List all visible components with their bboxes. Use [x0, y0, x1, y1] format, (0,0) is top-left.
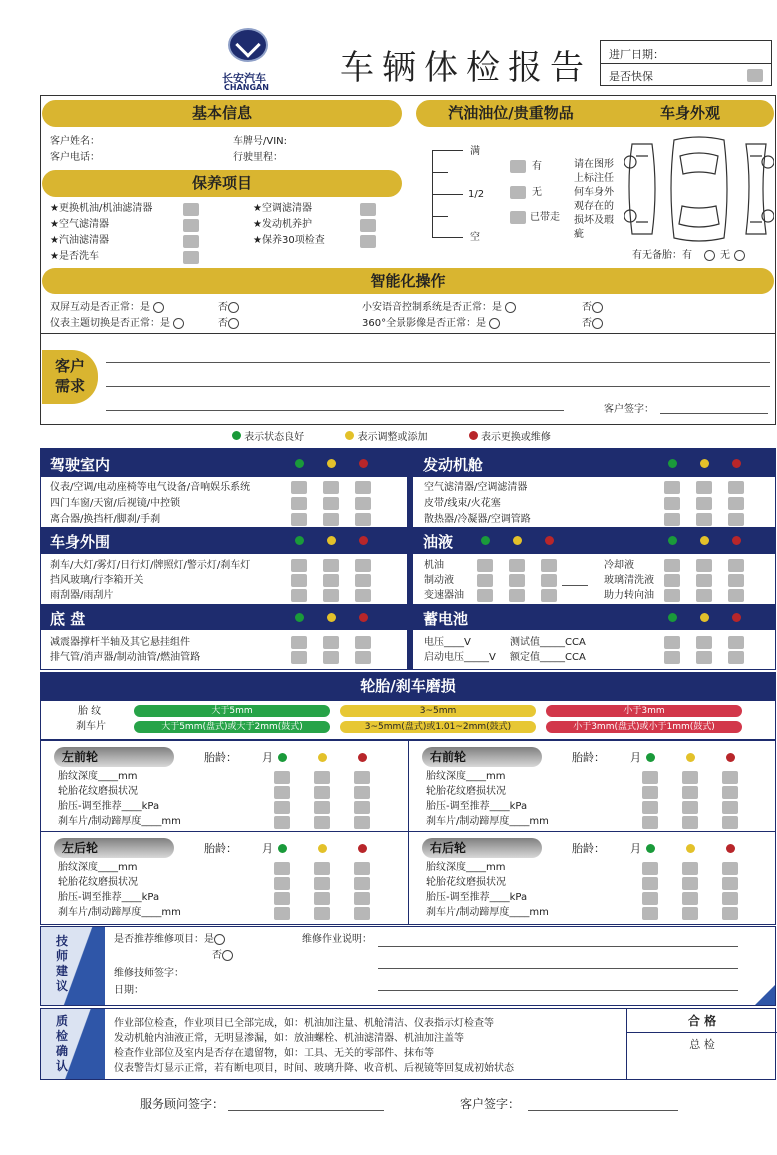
status-checkbox[interactable]	[642, 877, 658, 890]
tire-item: 胎压-调至推荐____kPa	[426, 801, 528, 812]
smart-row2-left: 仪表主题切换是否正常：是	[50, 316, 184, 331]
status-checkbox[interactable]	[354, 816, 370, 829]
demand-divider	[40, 333, 776, 334]
tech-desc-label: 维修作业说明：	[302, 934, 372, 945]
customer-name-label: 客户姓名：	[50, 136, 100, 147]
fluid-item: 玻璃清洗液	[604, 575, 654, 586]
status-dot	[318, 753, 327, 762]
legend-good: 表示状态良好	[244, 432, 305, 443]
status-checkbox[interactable]	[274, 786, 290, 799]
maint-item: ★空气滤清器	[50, 219, 109, 230]
status-checkbox[interactable]	[728, 559, 744, 572]
demand-badge: 客户 需求	[42, 350, 98, 404]
status-checkbox[interactable]	[291, 589, 307, 602]
wheel-title: 左后轮	[54, 838, 174, 858]
status-dot	[278, 844, 287, 853]
advisor-signature-label: 服务顾问签字：	[140, 1097, 225, 1111]
advisor-signature-line[interactable]	[228, 1110, 384, 1111]
tire-red-bar-1: 小于3mm	[546, 705, 742, 717]
mileage-label: 行驶里程：	[233, 152, 283, 163]
qc-line: 发动机舱内油液正常，无明显渗漏，如：放油螺栓、机油滤清器、机油加注盖等	[114, 1033, 464, 1044]
exterior-item: 雨刮器/雨刮片	[50, 590, 114, 601]
tire-item: 胎纹深度____mm	[426, 862, 506, 873]
tech-desc-line[interactable]	[378, 990, 738, 991]
status-checkbox[interactable]	[274, 877, 290, 890]
status-checkbox[interactable]	[354, 771, 370, 784]
spare-no-radio[interactable]	[734, 250, 745, 261]
status-checkbox[interactable]	[355, 651, 371, 664]
valuables-yes-label: 有	[532, 161, 542, 172]
status-checkbox[interactable]	[728, 513, 744, 526]
status-checkbox[interactable]	[314, 816, 330, 829]
status-checkbox[interactable]	[696, 589, 712, 602]
status-checkbox[interactable]	[354, 892, 370, 905]
tire-item: 轮胎花纹磨损状况	[58, 877, 138, 888]
exterior-item: 挡风玻璃/行李箱开关	[50, 575, 144, 586]
grid-divider	[407, 448, 413, 670]
maint-checkbox[interactable]	[183, 219, 199, 232]
tire-age-label: 胎龄：	[204, 751, 237, 764]
status-checkbox[interactable]	[354, 786, 370, 799]
chassis-item: 排气管/消声器/制动油管/燃油管路	[50, 652, 201, 663]
valuables-taken-label: 已带走	[530, 212, 560, 223]
status-dot	[358, 753, 367, 762]
status-dot	[726, 844, 735, 853]
status-checkbox[interactable]	[722, 862, 738, 875]
status-checkbox[interactable]	[274, 862, 290, 875]
fuel-full-label: 满	[470, 146, 480, 157]
status-checkbox[interactable]	[314, 801, 330, 814]
smart-bar: 智能化操作	[42, 268, 774, 294]
tire-month-label: 月	[262, 842, 273, 855]
tech-desc-line[interactable]	[378, 946, 738, 947]
fuel-bar: 汽油油位/贵重物品	[416, 100, 606, 127]
status-checkbox[interactable]	[722, 907, 738, 920]
qc-pass-box	[626, 1008, 776, 1080]
smart-row1-left-no: 否	[218, 300, 239, 315]
status-checkbox[interactable]	[682, 877, 698, 890]
tech-desc-line[interactable]	[378, 968, 738, 969]
status-checkbox[interactable]	[722, 801, 738, 814]
status-checkbox[interactable]	[642, 786, 658, 799]
maintenance-bar: 保养项目	[42, 170, 402, 197]
maint-item: ★保养30项检查	[253, 235, 325, 246]
status-checkbox[interactable]	[642, 907, 658, 920]
maint-item: ★空调滤清器	[253, 203, 312, 214]
chassis-header: 底 盘	[40, 604, 407, 630]
status-checkbox[interactable]	[664, 589, 680, 602]
fluid-item: 制动液	[424, 575, 454, 586]
qc-line: 仪表警告灯显示正常，若有断电项目，时间、玻璃升降、收音机、后视镜等回复成初始状态	[114, 1063, 514, 1074]
basic-info-bar: 基本信息	[42, 100, 402, 127]
tire-yellow-bar-1: 3~5mm	[340, 705, 536, 717]
tire-item: 刹车片/制动蹄厚度____mm	[426, 907, 549, 918]
status-checkbox[interactable]	[291, 481, 307, 494]
status-checkbox[interactable]	[728, 574, 744, 587]
status-checkbox[interactable]	[323, 589, 339, 602]
tire-red-bar-2: 小于3mm(盘式)或小于1mm(鼓式)	[546, 721, 742, 733]
status-checkbox[interactable]	[728, 651, 744, 664]
status-checkbox[interactable]	[642, 862, 658, 875]
status-checkbox[interactable]	[314, 771, 330, 784]
status-checkbox[interactable]	[291, 636, 307, 649]
cabin-item: 离合器/换挡杆/脚刹/手刹	[50, 514, 161, 525]
smart-row2-right: 360°全景影像是否正常：是	[362, 316, 500, 331]
cabin-item: 四门车窗/天窗/后视镜/中控锁	[50, 498, 181, 509]
status-checkbox[interactable]	[682, 801, 698, 814]
status-checkbox[interactable]	[274, 801, 290, 814]
status-checkbox[interactable]	[728, 497, 744, 510]
recommend-yes-radio[interactable]	[214, 934, 225, 945]
tech-corner-triangle	[755, 985, 775, 1005]
tire-month-label: 月	[630, 751, 641, 764]
tire-item: 胎压-调至推荐____kPa	[58, 801, 160, 812]
status-dot	[726, 753, 735, 762]
status-checkbox[interactable]	[323, 651, 339, 664]
status-checkbox[interactable]	[323, 497, 339, 510]
legend-replace: 表示更换或维修	[480, 432, 551, 443]
status-checkbox[interactable]	[291, 559, 307, 572]
status-checkbox[interactable]	[354, 801, 370, 814]
battery-start-voltage: 启动电压_____V	[424, 652, 496, 663]
legend	[232, 430, 652, 445]
smart-row2-right-no: 否	[582, 316, 603, 331]
status-checkbox[interactable]	[664, 497, 680, 510]
status-checkbox[interactable]	[323, 481, 339, 494]
qc-line: 作业部位检查，作业项目已全部完成，如：机油加注量、机舱清洁、仪表指示灯检查等	[114, 1018, 494, 1029]
spare-no-label: 无	[720, 250, 730, 261]
recommend-no-radio[interactable]	[222, 950, 233, 961]
status-checkbox[interactable]	[355, 559, 371, 572]
brand-logo	[228, 28, 268, 62]
status-dot	[358, 844, 367, 853]
status-checkbox[interactable]	[722, 816, 738, 829]
status-checkbox[interactable]	[477, 559, 493, 572]
maint-checkbox[interactable]	[183, 251, 199, 264]
status-checkbox[interactable]	[291, 497, 307, 510]
fluid-blank[interactable]	[562, 585, 588, 586]
status-checkbox[interactable]	[477, 589, 493, 602]
chassis-item: 减震器撑杆半轴及其它悬挂组件	[50, 637, 190, 648]
legend-adjust: 表示调整或添加	[357, 432, 428, 443]
tire-item: 刹车片/制动蹄厚度____mm	[426, 816, 549, 827]
status-checkbox[interactable]	[314, 877, 330, 890]
maint-item: ★是否洗车	[50, 251, 99, 262]
wheel-title: 左前轮	[54, 747, 174, 767]
smart-row1-left: 双屏互动是否正常：是	[50, 300, 164, 315]
status-checkbox[interactable]	[696, 559, 712, 572]
status-dot	[278, 753, 287, 762]
status-checkbox[interactable]	[696, 574, 712, 587]
status-checkbox[interactable]	[664, 651, 680, 664]
status-checkbox[interactable]	[314, 786, 330, 799]
status-dot	[318, 844, 327, 853]
tire-item: 胎压-调至推荐____kPa	[58, 892, 160, 903]
status-checkbox[interactable]	[323, 574, 339, 587]
status-checkbox[interactable]	[354, 907, 370, 920]
page-title: 车辆体检报告	[340, 48, 592, 88]
body-view-bar: 车身外观	[606, 100, 774, 127]
maint-item: ★更换机油/机油滤清器	[50, 203, 153, 214]
cabin-header: 驾驶室内	[40, 449, 407, 477]
battery-header: 蓄电池	[413, 604, 775, 630]
maint-checkbox[interactable]	[183, 203, 199, 216]
status-checkbox[interactable]	[355, 636, 371, 649]
tire-item: 刹车片/制动蹄厚度____mm	[58, 816, 181, 827]
status-checkbox[interactable]	[722, 771, 738, 784]
status-checkbox[interactable]	[274, 771, 290, 784]
status-checkbox[interactable]	[664, 636, 680, 649]
status-checkbox[interactable]	[722, 877, 738, 890]
tech-date-label: 日期：	[114, 985, 144, 996]
status-checkbox[interactable]	[642, 801, 658, 814]
status-checkbox[interactable]	[291, 574, 307, 587]
status-checkbox[interactable]	[323, 513, 339, 526]
customer-phone-label: 客户电话：	[50, 152, 100, 163]
express-checkbox[interactable]	[747, 69, 763, 82]
status-checkbox[interactable]	[664, 481, 680, 494]
tire-month-label: 月	[262, 751, 273, 764]
entry-date-label: 进厂日期：	[609, 48, 664, 61]
tire-month-label: 月	[630, 842, 641, 855]
radio-no[interactable]	[228, 318, 239, 329]
exterior-item: 刹车/大灯/雾灯/日行灯/牌照灯/警示灯/刹车灯	[50, 560, 251, 571]
radio-no[interactable]	[592, 318, 603, 329]
status-checkbox[interactable]	[696, 636, 712, 649]
qc-final-label: 总 检	[689, 1038, 715, 1051]
spare-yes-radio[interactable]	[704, 250, 715, 261]
tech-sign-label: 维修技师签字：	[114, 968, 184, 979]
status-checkbox[interactable]	[477, 574, 493, 587]
maint-item: ★汽油滤清器	[50, 235, 109, 246]
fluid-item: 变速器油	[424, 590, 464, 601]
maint-checkbox[interactable]	[360, 219, 376, 232]
status-checkbox[interactable]	[509, 589, 525, 602]
status-checkbox[interactable]	[682, 907, 698, 920]
valuables-taken-checkbox[interactable]	[510, 211, 526, 224]
status-checkbox[interactable]	[355, 481, 371, 494]
tire-item: 胎纹深度____mm	[58, 771, 138, 782]
tire-item: 刹车片/制动蹄厚度____mm	[58, 907, 181, 918]
fuel-empty-label: 空	[470, 232, 480, 243]
status-checkbox[interactable]	[509, 559, 525, 572]
fluids-header: 油液	[413, 527, 775, 554]
valuables-yes-checkbox[interactable]	[510, 160, 526, 173]
customer-signature-label: 客户签字：	[460, 1097, 521, 1111]
valuables-no-label: 无	[532, 187, 542, 198]
status-checkbox[interactable]	[728, 636, 744, 649]
status-checkbox[interactable]	[354, 862, 370, 875]
status-checkbox[interactable]	[682, 816, 698, 829]
status-checkbox[interactable]	[541, 589, 557, 602]
wheels-hdivider	[40, 831, 776, 832]
status-checkbox[interactable]	[722, 892, 738, 905]
status-checkbox[interactable]	[696, 497, 712, 510]
qc-line: 检查作业部位及室内是否存在遗留物，如：工具、无关的零部件、抹布等	[114, 1048, 434, 1059]
status-checkbox[interactable]	[722, 786, 738, 799]
express-label: 是否快保	[609, 70, 653, 83]
status-checkbox[interactable]	[355, 574, 371, 587]
customer-signature-line[interactable]	[528, 1110, 678, 1111]
brand-name-cn: 长安汽车	[222, 72, 266, 85]
status-checkbox[interactable]	[291, 651, 307, 664]
battery-rated-value: 额定值_____CCA	[510, 652, 586, 663]
qc-sidebar-label: 质检确认	[56, 1014, 69, 1073]
smart-row1-right: 小安语音控制系统是否正常：是	[362, 300, 516, 315]
radio-no[interactable]	[592, 302, 603, 313]
tire-header: 轮胎/刹车磨损	[40, 672, 776, 700]
status-checkbox[interactable]	[696, 481, 712, 494]
status-checkbox[interactable]	[274, 892, 290, 905]
demand-signature-label: 客户签字：	[604, 404, 654, 415]
tire-age-label: 胎龄：	[572, 842, 605, 855]
battery-voltage: 电压____V	[424, 637, 471, 648]
tech-recommend: 是否推荐维修项目：是	[114, 932, 225, 947]
brand-name-en: CHANGAN	[224, 83, 269, 92]
cabin-item: 仪表/空调/电动座椅等电气设备/音响娱乐系统	[50, 482, 251, 493]
engine-item: 空气滤清器/空调滤清器	[424, 482, 528, 493]
status-checkbox[interactable]	[682, 862, 698, 875]
status-checkbox[interactable]	[682, 892, 698, 905]
tech-sidebar	[41, 927, 105, 1005]
spare-tire-label: 有无备胎：有	[632, 250, 692, 261]
fluid-item: 冷却液	[604, 560, 634, 571]
tech-sidebar-label: 技师建议	[56, 934, 69, 993]
demand-line[interactable]	[106, 362, 770, 363]
tire-item: 胎纹深度____mm	[426, 771, 506, 782]
status-checkbox[interactable]	[728, 481, 744, 494]
status-checkbox[interactable]	[664, 559, 680, 572]
wheel-title: 右后轮	[422, 838, 542, 858]
tire-yellow-bar-2: 3~5mm(盘式)或1.01~2mm(鼓式)	[340, 721, 536, 733]
status-checkbox[interactable]	[354, 877, 370, 890]
fuel-half-label: 1/2	[468, 189, 485, 200]
engine-header: 发动机舱	[413, 449, 775, 477]
radio-no[interactable]	[228, 302, 239, 313]
car-diagram[interactable]	[624, 134, 774, 244]
tire-age-label: 胎龄：	[572, 751, 605, 764]
status-checkbox[interactable]	[355, 589, 371, 602]
status-checkbox[interactable]	[314, 862, 330, 875]
status-checkbox[interactable]	[728, 589, 744, 602]
status-checkbox[interactable]	[314, 892, 330, 905]
plate-label: 车牌号/VIN:	[233, 136, 288, 147]
tire-item: 轮胎花纹磨损状况	[58, 786, 138, 797]
maint-checkbox[interactable]	[360, 203, 376, 216]
status-checkbox[interactable]	[291, 513, 307, 526]
fuel-gauge	[432, 150, 462, 238]
status-dot	[646, 844, 655, 853]
status-checkbox[interactable]	[509, 574, 525, 587]
maint-item: ★发动机养护	[253, 219, 312, 230]
status-checkbox[interactable]	[642, 892, 658, 905]
tire-item: 轮胎花纹磨损状况	[426, 877, 506, 888]
status-checkbox[interactable]	[682, 786, 698, 799]
demand-line[interactable]	[106, 410, 564, 411]
engine-item: 散热器/冷凝器/空调管路	[424, 514, 531, 525]
wheels-vdivider	[408, 740, 409, 925]
battery-test-value: 测试值_____CCA	[510, 637, 586, 648]
status-checkbox[interactable]	[274, 907, 290, 920]
fluid-item: 助力转向油	[604, 590, 654, 601]
status-dot	[686, 844, 695, 853]
status-checkbox[interactable]	[664, 574, 680, 587]
status-checkbox[interactable]	[696, 651, 712, 664]
status-dot	[646, 753, 655, 762]
status-checkbox[interactable]	[642, 771, 658, 784]
engine-item: 皮带/线束/火花塞	[424, 498, 501, 509]
maint-checkbox[interactable]	[360, 235, 376, 248]
tire-row-label: 胎 纹	[78, 706, 102, 717]
tire-item: 胎纹深度____mm	[58, 862, 138, 873]
maint-checkbox[interactable]	[183, 235, 199, 248]
status-checkbox[interactable]	[541, 559, 557, 572]
tire-age-label: 胎龄：	[204, 842, 237, 855]
fluid-item: 机油	[424, 560, 444, 571]
exterior-header: 车身外围	[40, 527, 407, 554]
status-checkbox[interactable]	[682, 771, 698, 784]
smart-row1-right-no: 否	[582, 300, 603, 315]
status-checkbox[interactable]	[642, 816, 658, 829]
qc-sidebar	[41, 1009, 105, 1079]
tech-recommend-no: 否	[212, 948, 233, 963]
status-dot	[686, 753, 695, 762]
tire-green-bar-1: 大于5mm	[134, 705, 330, 717]
demand-line[interactable]	[106, 386, 770, 387]
tire-row-label: 刹车片	[76, 721, 106, 732]
qc-pass-label: 合 格	[687, 1014, 717, 1028]
tire-item: 胎压-调至推荐____kPa	[426, 892, 528, 903]
tire-green-bar-2: 大于5mm(盘式)或大于2mm(鼓式)	[134, 721, 330, 733]
status-checkbox[interactable]	[314, 907, 330, 920]
body-damage-note: 请在图形上标注任何车身外观存在的损坏及瑕疵	[574, 159, 614, 240]
status-checkbox[interactable]	[696, 513, 712, 526]
demand-signature-line[interactable]	[660, 413, 768, 414]
status-checkbox[interactable]	[323, 636, 339, 649]
wheel-title: 右前轮	[422, 747, 542, 767]
status-checkbox[interactable]	[355, 497, 371, 510]
tire-item: 轮胎花纹磨损状况	[426, 786, 506, 797]
status-checkbox[interactable]	[541, 574, 557, 587]
valuables-no-checkbox[interactable]	[510, 186, 526, 199]
status-checkbox[interactable]	[355, 513, 371, 526]
status-checkbox[interactable]	[274, 816, 290, 829]
status-checkbox[interactable]	[664, 513, 680, 526]
status-checkbox[interactable]	[323, 559, 339, 572]
entry-info-box	[600, 40, 772, 86]
smart-row2-left-no: 否	[218, 316, 239, 331]
